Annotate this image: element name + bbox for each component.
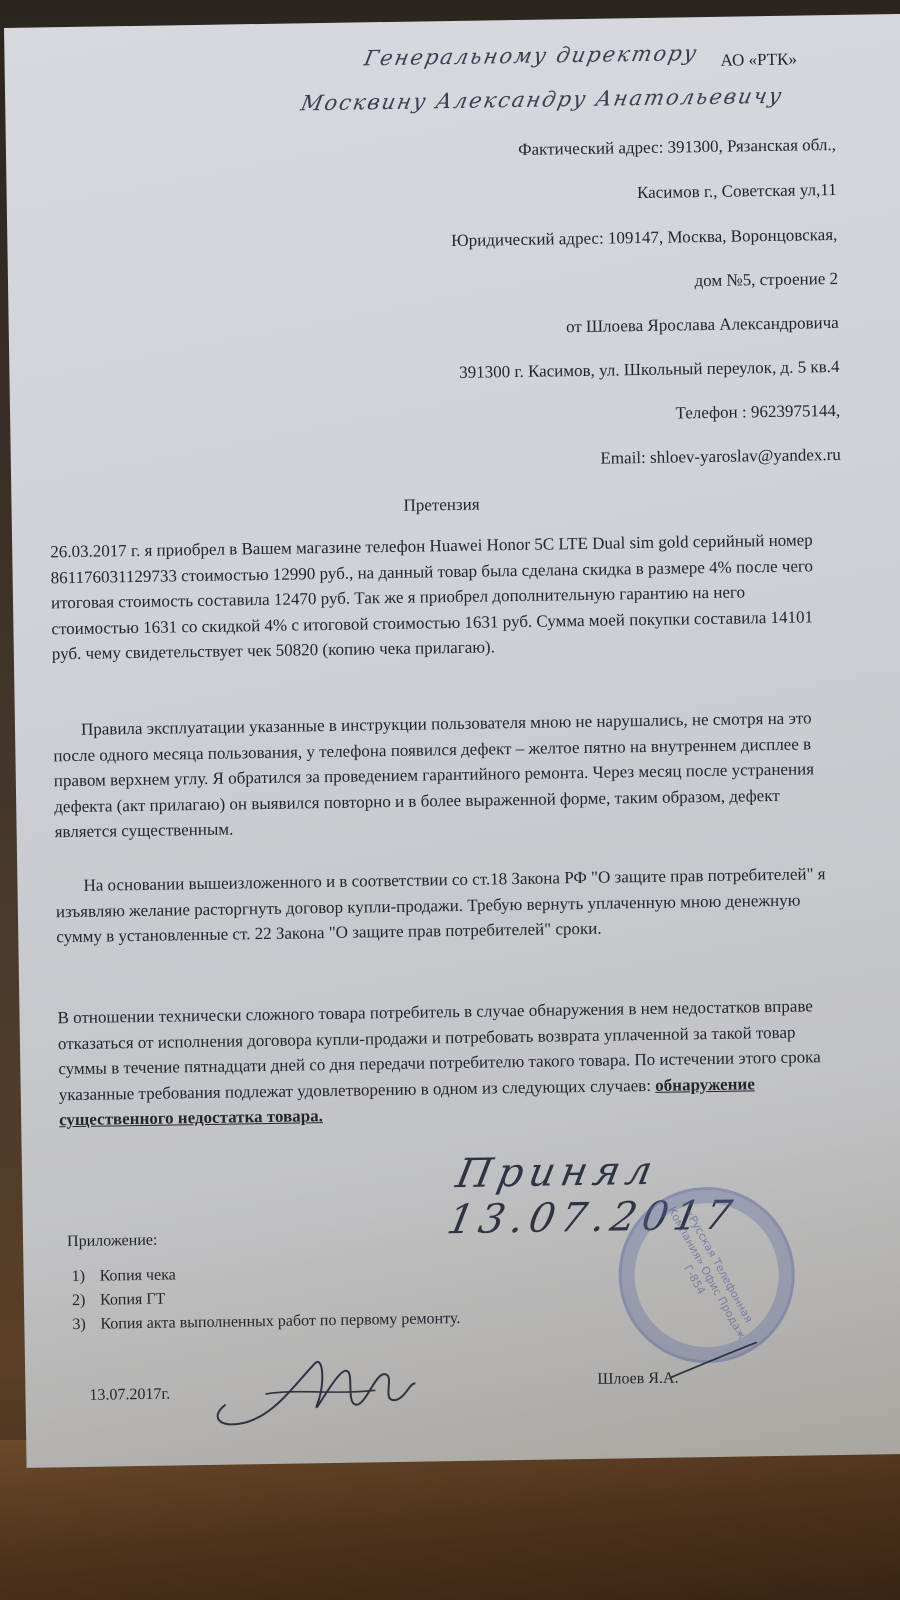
signature-stroke: [665, 1336, 766, 1388]
handwritten-addressee-line1: Генеральному директору: [362, 41, 701, 71]
sender-email: Email: shloev-yaroslav@yandex.ru: [600, 444, 841, 468]
footer-date: 13.07.2017г.: [89, 1385, 171, 1404]
paragraph-law: [57, 993, 837, 1133]
legal-address-line1: Юридический адрес: 109147, Москва, Воронцовская,: [451, 224, 838, 251]
footer-signature-name: Шлоев Я.А.: [597, 1369, 679, 1388]
sender-address: 391300 г. Касимов, ул. Школьный переулок, д. 5 кв.4: [459, 356, 840, 382]
company-name: АО «РТК»: [720, 49, 798, 70]
fact-address-line1: Фактический адрес: 391300, Рязанская обл.,: [517, 134, 837, 159]
paragraph-purchase: [50, 527, 830, 667]
handwritten-addressee-line2: Москвину Александру Анатольевичу: [298, 83, 786, 116]
attachment-text: Копия ГТ: [99, 1290, 166, 1309]
signature-drawing: [205, 1341, 436, 1435]
fact-address-line2: Касимов г., Советская ул,11: [636, 179, 837, 203]
document-sheet: [4, 14, 900, 1468]
sender-name: от Шлоева Ярослава Александровича: [565, 312, 839, 337]
paragraph-demand: [55, 861, 834, 950]
paragraph-law-plain: В отношении технически сложного товара потребитель в случае обнаружения в нем недостатков вправе отказаться от исполнения договора купли-продажи и потребовать возврата уплаченной за такой товар суммы в течение пятнадцати дней со дня передачи потребителю такого товара. По истечении этого срока указанные требования подлежат удовлетворению в одном из следующих случаев:: [57, 996, 821, 1104]
attachments-label: Приложение:: [66, 1231, 158, 1251]
sender-phone: Телефон : 9623975144,: [675, 400, 841, 423]
paragraph-law-text: [57, 993, 837, 1133]
attachment-text: Копия акта выполненных работ по первому ремонту.: [100, 1309, 461, 1333]
paragraph-defect: [53, 705, 833, 845]
handwritten-received-note: Принял 13.07.2017: [443, 1147, 742, 1244]
paragraph-demand-text: На основании вышеизложенного и в соответствии со ст.18 Закона РФ "О защите прав потребителей" я изъявляю желание расторгнуть договор купли-продажи. Требую вернуть уплаченную мною денежную сумму в установленные ст. 22 Закона "О защите прав потребителей" сроки.: [55, 864, 826, 947]
legal-address-line2: дом №5, строение 2: [694, 268, 839, 291]
document-title: Претензия: [403, 494, 480, 515]
attachments-list: [71, 1259, 460, 1337]
attachment-text: Копия чека: [99, 1266, 176, 1285]
stamp-text: «Русская Телефонная Компания» Офис Продаж Г-854: [665, 1204, 756, 1342]
paragraph-law-emphasis: обнаружение существенного недостатка товара.: [59, 1073, 755, 1130]
paragraph-defect-text: Правила эксплуатации указанные в инструкции пользователя мною не нарушались, не смотря на это после одного месяца пользования, у телефона появился дефект – желтое пятно на внутреннем дисплее в правом верхнем углу. Я обратился за проведением гарантийного ремонта. Через месяц после устранения дефекта (акт прилагаю) он выявился повторно и в более выраженной форме, таким образом, дефект является существенным.: [53, 708, 815, 842]
attachment-number: 3): [72, 1315, 86, 1334]
paragraph-purchase-text: 26.03.2017 г. я приобрел в Вашем магазине телефон Huawei Honor 5C LTE Dual sim gold серийный номер 861176031129733 стоимостью 12990 руб., на данный товар была сделана скидка в размере 4% после чего итоговая стоимость составила 12470 руб. Так же я приобрел дополнительную гарантию на него стоимостью 1631 со скидкой 4% с итоговой стоимостью 1631 руб. Сумма моей покупки составила 14101 руб. чему свидетельствует чек 50820 (копию чека прилагаю).: [50, 530, 814, 664]
attachment-number: 2): [71, 1291, 86, 1310]
attachment-item: [72, 1307, 460, 1337]
attachment-number: 1): [71, 1267, 86, 1286]
